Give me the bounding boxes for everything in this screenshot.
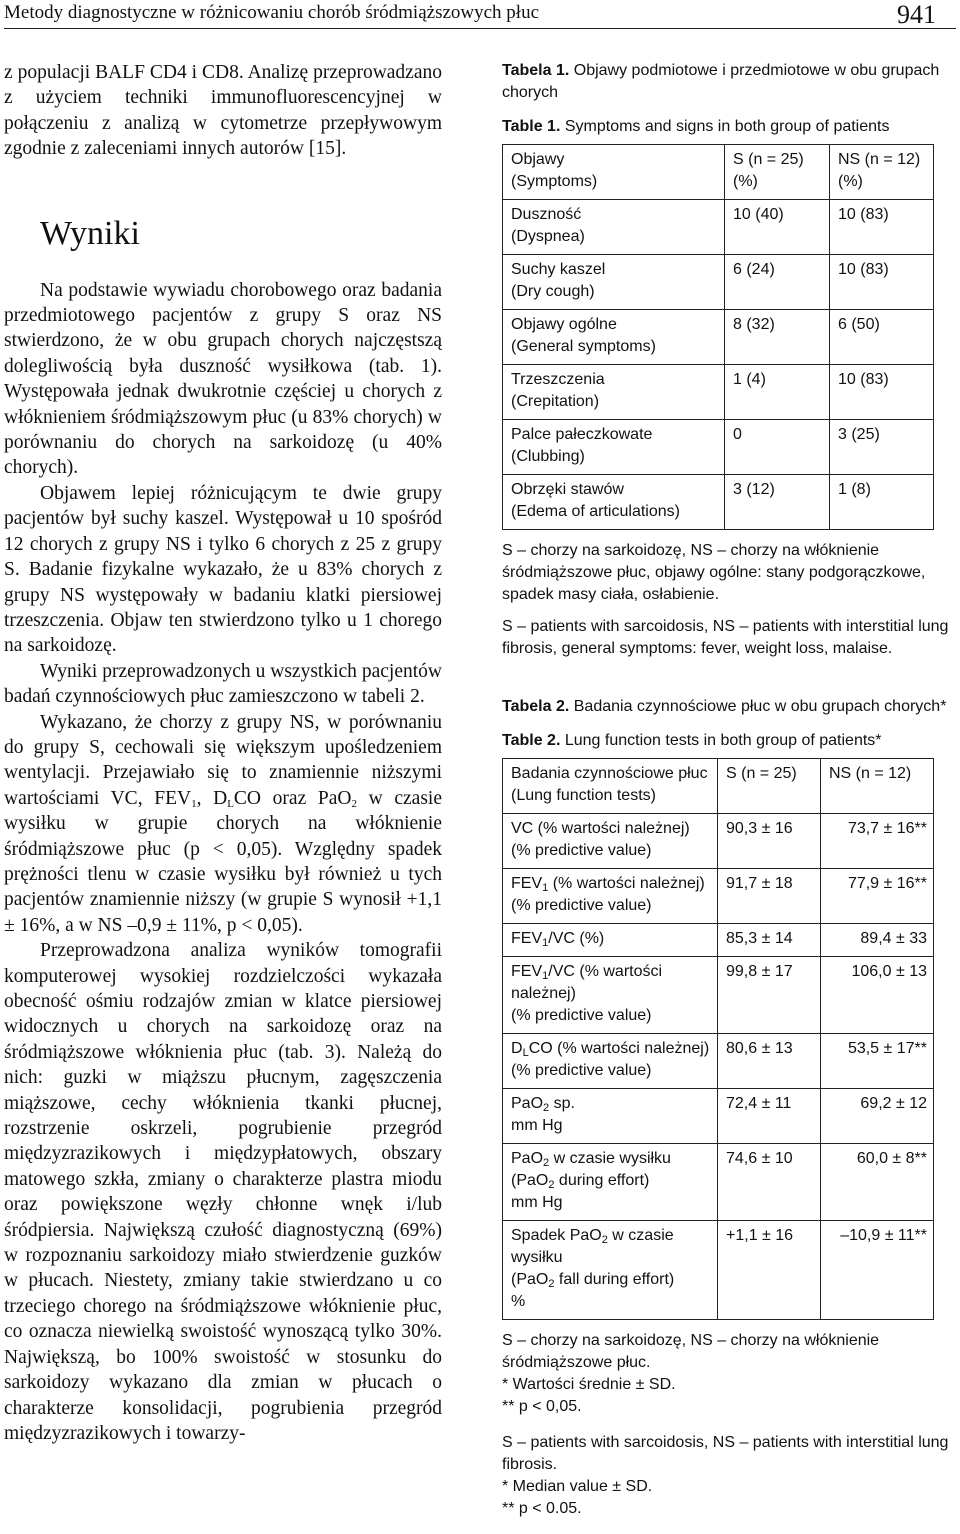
running-header bbox=[4, 2, 956, 29]
table-row: Spadek PaO$_2$ w czasie wysiłku (PaO$_2$ fall during effort) % +1,1 ± 16 –10,9 ± 11** bbox=[503, 1221, 934, 1320]
table1-caption-en: Table 1. Symptoms and signs in both group of patients bbox=[502, 118, 890, 135]
results-paragraph-5: Przeprowadzona analiza wyników tomografii komputerowej wysokiej rozdzielczości wykazała obecność ośmiu rodzajów zmian w klatce piersiowej widocznych u chorych na sarkoidozę oraz na śródmiąższowe włóknienia płuc (tab. 3). Należą do nich: guzki w miąższu płucnym, zagęszczenia miąższowe, cechy włóknienia tkanki płucnej, rozstrzenie oskrzeli, pogrubienie przegród międzyzrazikowych i międzypłatowych, obszary matowego szkła, zmiany o charakterze plastra miodu oraz powiększone węzły chłonne wnęk i/lub śródpiersia. Największą czułość diagnostyczną (69%) w rozpoznaniu sarkoidozy miało stwierdzenie guzków w płucach. Niestety, zmiany takie stwierdzano u co trzeciego chorego na śródmiąższowe włóknienie płuc, co oznacza niewielką swoistość wynoszącą tylko 30%. Największą, bo 100% swoistość w stosunku do sarkoidozy wykazano dla zmian w płucach o charakterze konsolidacji, pogrubienia przegród międzyzrazikowych i towarzy- bbox=[4, 940, 442, 1444]
right-column bbox=[502, 60, 954, 1520]
table-row: $FEV_1/VC$ (%) 85,3 ± 14 89,4 ± 33 bbox=[503, 924, 934, 957]
table1-note-pl: S – chorzy na sarkoidozę, NS – chorzy na włóknienie śródmiąższowe płuc, objawy ogólne: stany podgorączkowe, spadek masy ciała, osłabienie. bbox=[502, 542, 926, 603]
table-row: Duszność (Dyspnea) 10 (40) 10 (83) bbox=[503, 200, 934, 255]
header-title: Metody diagnostyczne w różnicowaniu chorób śródmiąższowych płuc bbox=[4, 2, 540, 23]
results-paragraph-4: Wykazano, że chorzy z grupy NS, w porównaniu do grupy S, cechowali się większym upośledzeniem wentylacji. Przejawiało się to znamiennie niższymi wartościami VC, $FEV_1$, $D_LCO$ oraz PaO$_2$ w czasie wysiłku w grupie chorych na włóknienie śródmiąższowe płuc (p < 0,05). Względny spadek prężności tlenu w czasie wysiłku był również u tych pacjentów znamiennie niższy (w grupie S wynosił +1,1 ± 16%, a w NS –0,9 ± 11%, p < 0,05). bbox=[4, 711, 442, 936]
page-number: 941 bbox=[897, 0, 936, 29]
table2-note-en-3: ** p < 0.05. bbox=[502, 1500, 582, 1517]
table-row: Trzeszczenia (Crepitation) 1 (4) 10 (83) bbox=[503, 365, 934, 420]
table2-note-en-1: S – patients with sarcoidosis, NS – patients with interstitial lung fibrosis. bbox=[502, 1434, 949, 1473]
table-row: VC (% wartości należnej) (% predictive value) 90,3 ± 16 73,7 ± 16** bbox=[503, 814, 934, 869]
table-row: $FEV_1/VC$ (% wartości należnej) (% predictive value) 99,8 ± 17 106,0 ± 13 bbox=[503, 957, 934, 1034]
table-header-row: Objawy (Symptoms) S (n = 25) (%) NS (n = 12) (%) bbox=[503, 145, 934, 200]
table-row: $FEV_1$ (% wartości należnej) (% predictive value) 91,7 ± 18 77,9 ± 16** bbox=[503, 869, 934, 924]
table2-caption-en: Table 2. Lung function tests in both group of patients* bbox=[502, 732, 882, 749]
results-paragraph-3: Wyniki przeprowadzonych u wszystkich pacjentów badań czynnościowych płuc zamieszczono w tabeli 2. bbox=[4, 660, 442, 708]
table2-note-pl-1: S – chorzy na sarkoidozę, NS – chorzy na włóknienie śródmiąższowe płuc. bbox=[502, 1332, 880, 1371]
intro-paragraph: z populacji BALF CD4 i CD8. Analizę przeprowadzano z użyciem techniki immunofluorescencyjnej w połączeniu z analizą w cytometrze przepływowym zgodnie z zaleceniami innych autorów [15]. bbox=[4, 62, 442, 160]
table-row: Obrzęki stawów (Edema of articulations) 3 (12) 1 (8) bbox=[503, 475, 934, 530]
table1-note-en: S – patients with sarcoidosis, NS – patients with interstitial lung fibrosis, general symptoms: fever, weight loss, malaise. bbox=[502, 618, 949, 657]
table2 bbox=[502, 758, 934, 1320]
table2-caption-pl: Tabela 2. Badania czynnościowe płuc w obu grupach chorych* bbox=[502, 698, 947, 715]
table-row: PaO$_2$ sp. mm Hg 72,4 ± 11 69,2 ± 12 bbox=[503, 1089, 934, 1144]
table2-note-pl-2: * Wartości średnie ± SD. bbox=[502, 1376, 676, 1393]
results-paragraph-2: Objawem lepiej różnicującym te dwie grupy pacjentów był suchy kaszel. Występował u 10 spośród 12 chorych z grupy NS i tylko 6 chorych z 25 z grupy S. Badanie fizykalne wykazało, że u 83% chorych z grupy NS występowały w badaniu klatki piersiowej trzeszczenia. Objaw ten stwierdzono tylko u 1 chorego na sarkoidozę. bbox=[4, 482, 442, 657]
table1 bbox=[502, 144, 934, 530]
table1-caption-pl: Tabela 1. Objawy podmiotowe i przedmiotowe w obu grupach chorych bbox=[502, 62, 940, 101]
table2-note-en-2: * Median value ± SD. bbox=[502, 1478, 653, 1495]
results-paragraph-1: Na podstawie wywiadu chorobowego oraz badania przedmiotowego pacjentów z grupy S oraz NS stwierdzono, że w obu grupach chorych najczęstszą dolegliwością była duszność wysiłkowa (tab. 1). Występowała jednak dwukrotnie częściej u chorych z włóknieniem śródmiąższowym płuc (u 83% chorych) w porównaniu do chorych na sarkoidozę (u 40% chorych). bbox=[4, 279, 442, 479]
table-row: Suchy kaszel (Dry cough) 6 (24) 10 (83) bbox=[503, 255, 934, 310]
table-row: Palce pałeczkowate (Clubbing) 0 3 (25) bbox=[503, 420, 934, 475]
table-row: PaO$_2$ w czasie wysiłku (PaO$_2$ during effort) mm Hg 74,6 ± 10 60,0 ± 8** bbox=[503, 1144, 934, 1221]
table-row: Objawy ogólne (General symptoms) 8 (32) 6 (50) bbox=[503, 310, 934, 365]
left-column bbox=[4, 60, 442, 1446]
table-header-row: Badania czynnościowe płuc (Lung function tests) S (n = 25) NS (n = 12) bbox=[503, 759, 934, 814]
table2-note-pl-3: ** p < 0,05. bbox=[502, 1398, 582, 1415]
section-heading: Wyniki bbox=[40, 214, 140, 252]
table-row: $D_LCO$ (% wartości należnej) (% predictive value) 80,6 ± 13 53,5 ± 17** bbox=[503, 1034, 934, 1089]
